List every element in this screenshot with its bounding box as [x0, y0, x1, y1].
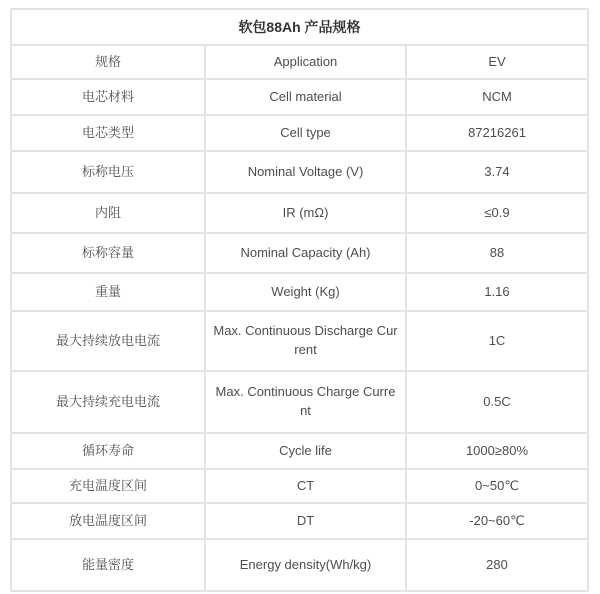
product-spec-table: [10, 8, 589, 592]
spec-name-en: Nominal Capacity (Ah): [205, 233, 406, 273]
table-row: [11, 469, 588, 503]
spec-name-en: Max. Continuous Discharge Current: [205, 311, 406, 371]
spec-name-en: Application: [205, 45, 406, 79]
table-row: [11, 371, 588, 433]
spec-name-cn: 规格: [11, 45, 205, 79]
spec-name-cn: 放电温度区间: [11, 503, 205, 539]
spec-value: 1C: [406, 311, 588, 371]
spec-name-cn: 重量: [11, 273, 205, 311]
table-title-row: [11, 9, 588, 45]
table-row: [11, 193, 588, 233]
spec-value: -20~60℃: [406, 503, 588, 539]
spec-name-cn: 充电温度区间: [11, 469, 205, 503]
table-row: [11, 151, 588, 193]
spec-value: 280: [406, 539, 588, 591]
spec-name-cn: 电芯类型: [11, 115, 205, 151]
table-row: [11, 273, 588, 311]
table-title: 软包88Ah 产品规格: [11, 9, 588, 45]
table-row: [11, 311, 588, 371]
spec-name-cn: 最大持续充电电流: [11, 371, 205, 433]
spec-name-en: IR (mΩ): [205, 193, 406, 233]
spec-name-cn: 内阻: [11, 193, 205, 233]
spec-value: 87216261: [406, 115, 588, 151]
spec-value: 88: [406, 233, 588, 273]
spec-name-en: Max. Continuous Charge Current: [205, 371, 406, 433]
spec-name-en: Nominal Voltage (V): [205, 151, 406, 193]
table-row: [11, 45, 588, 79]
spec-value: 3.74: [406, 151, 588, 193]
spec-value: ≤0.9: [406, 193, 588, 233]
spec-name-cn: 循环寿命: [11, 433, 205, 469]
table-row: [11, 233, 588, 273]
spec-value: NCM: [406, 79, 588, 115]
spec-value: EV: [406, 45, 588, 79]
spec-name-en: Energy density(Wh/kg): [205, 539, 406, 591]
spec-name-cn: 标称容量: [11, 233, 205, 273]
spec-name-en: Weight (Kg): [205, 273, 406, 311]
spec-value: 0.5C: [406, 371, 588, 433]
spec-name-en: Cycle life: [205, 433, 406, 469]
table-row: [11, 539, 588, 591]
table-row: [11, 503, 588, 539]
spec-name-cn: 能量密度: [11, 539, 205, 591]
table-row: [11, 79, 588, 115]
spec-name-cn: 电芯材料: [11, 79, 205, 115]
spec-name-cn: 标称电压: [11, 151, 205, 193]
spec-name-en: CT: [205, 469, 406, 503]
spec-name-en: Cell material: [205, 79, 406, 115]
spec-name-en: Cell type: [205, 115, 406, 151]
table-row: [11, 115, 588, 151]
spec-name-cn: 最大持续放电电流: [11, 311, 205, 371]
spec-value: 1000≥80%: [406, 433, 588, 469]
table-row: [11, 433, 588, 469]
spec-value: 1.16: [406, 273, 588, 311]
spec-name-en: DT: [205, 503, 406, 539]
spec-value: 0~50℃: [406, 469, 588, 503]
